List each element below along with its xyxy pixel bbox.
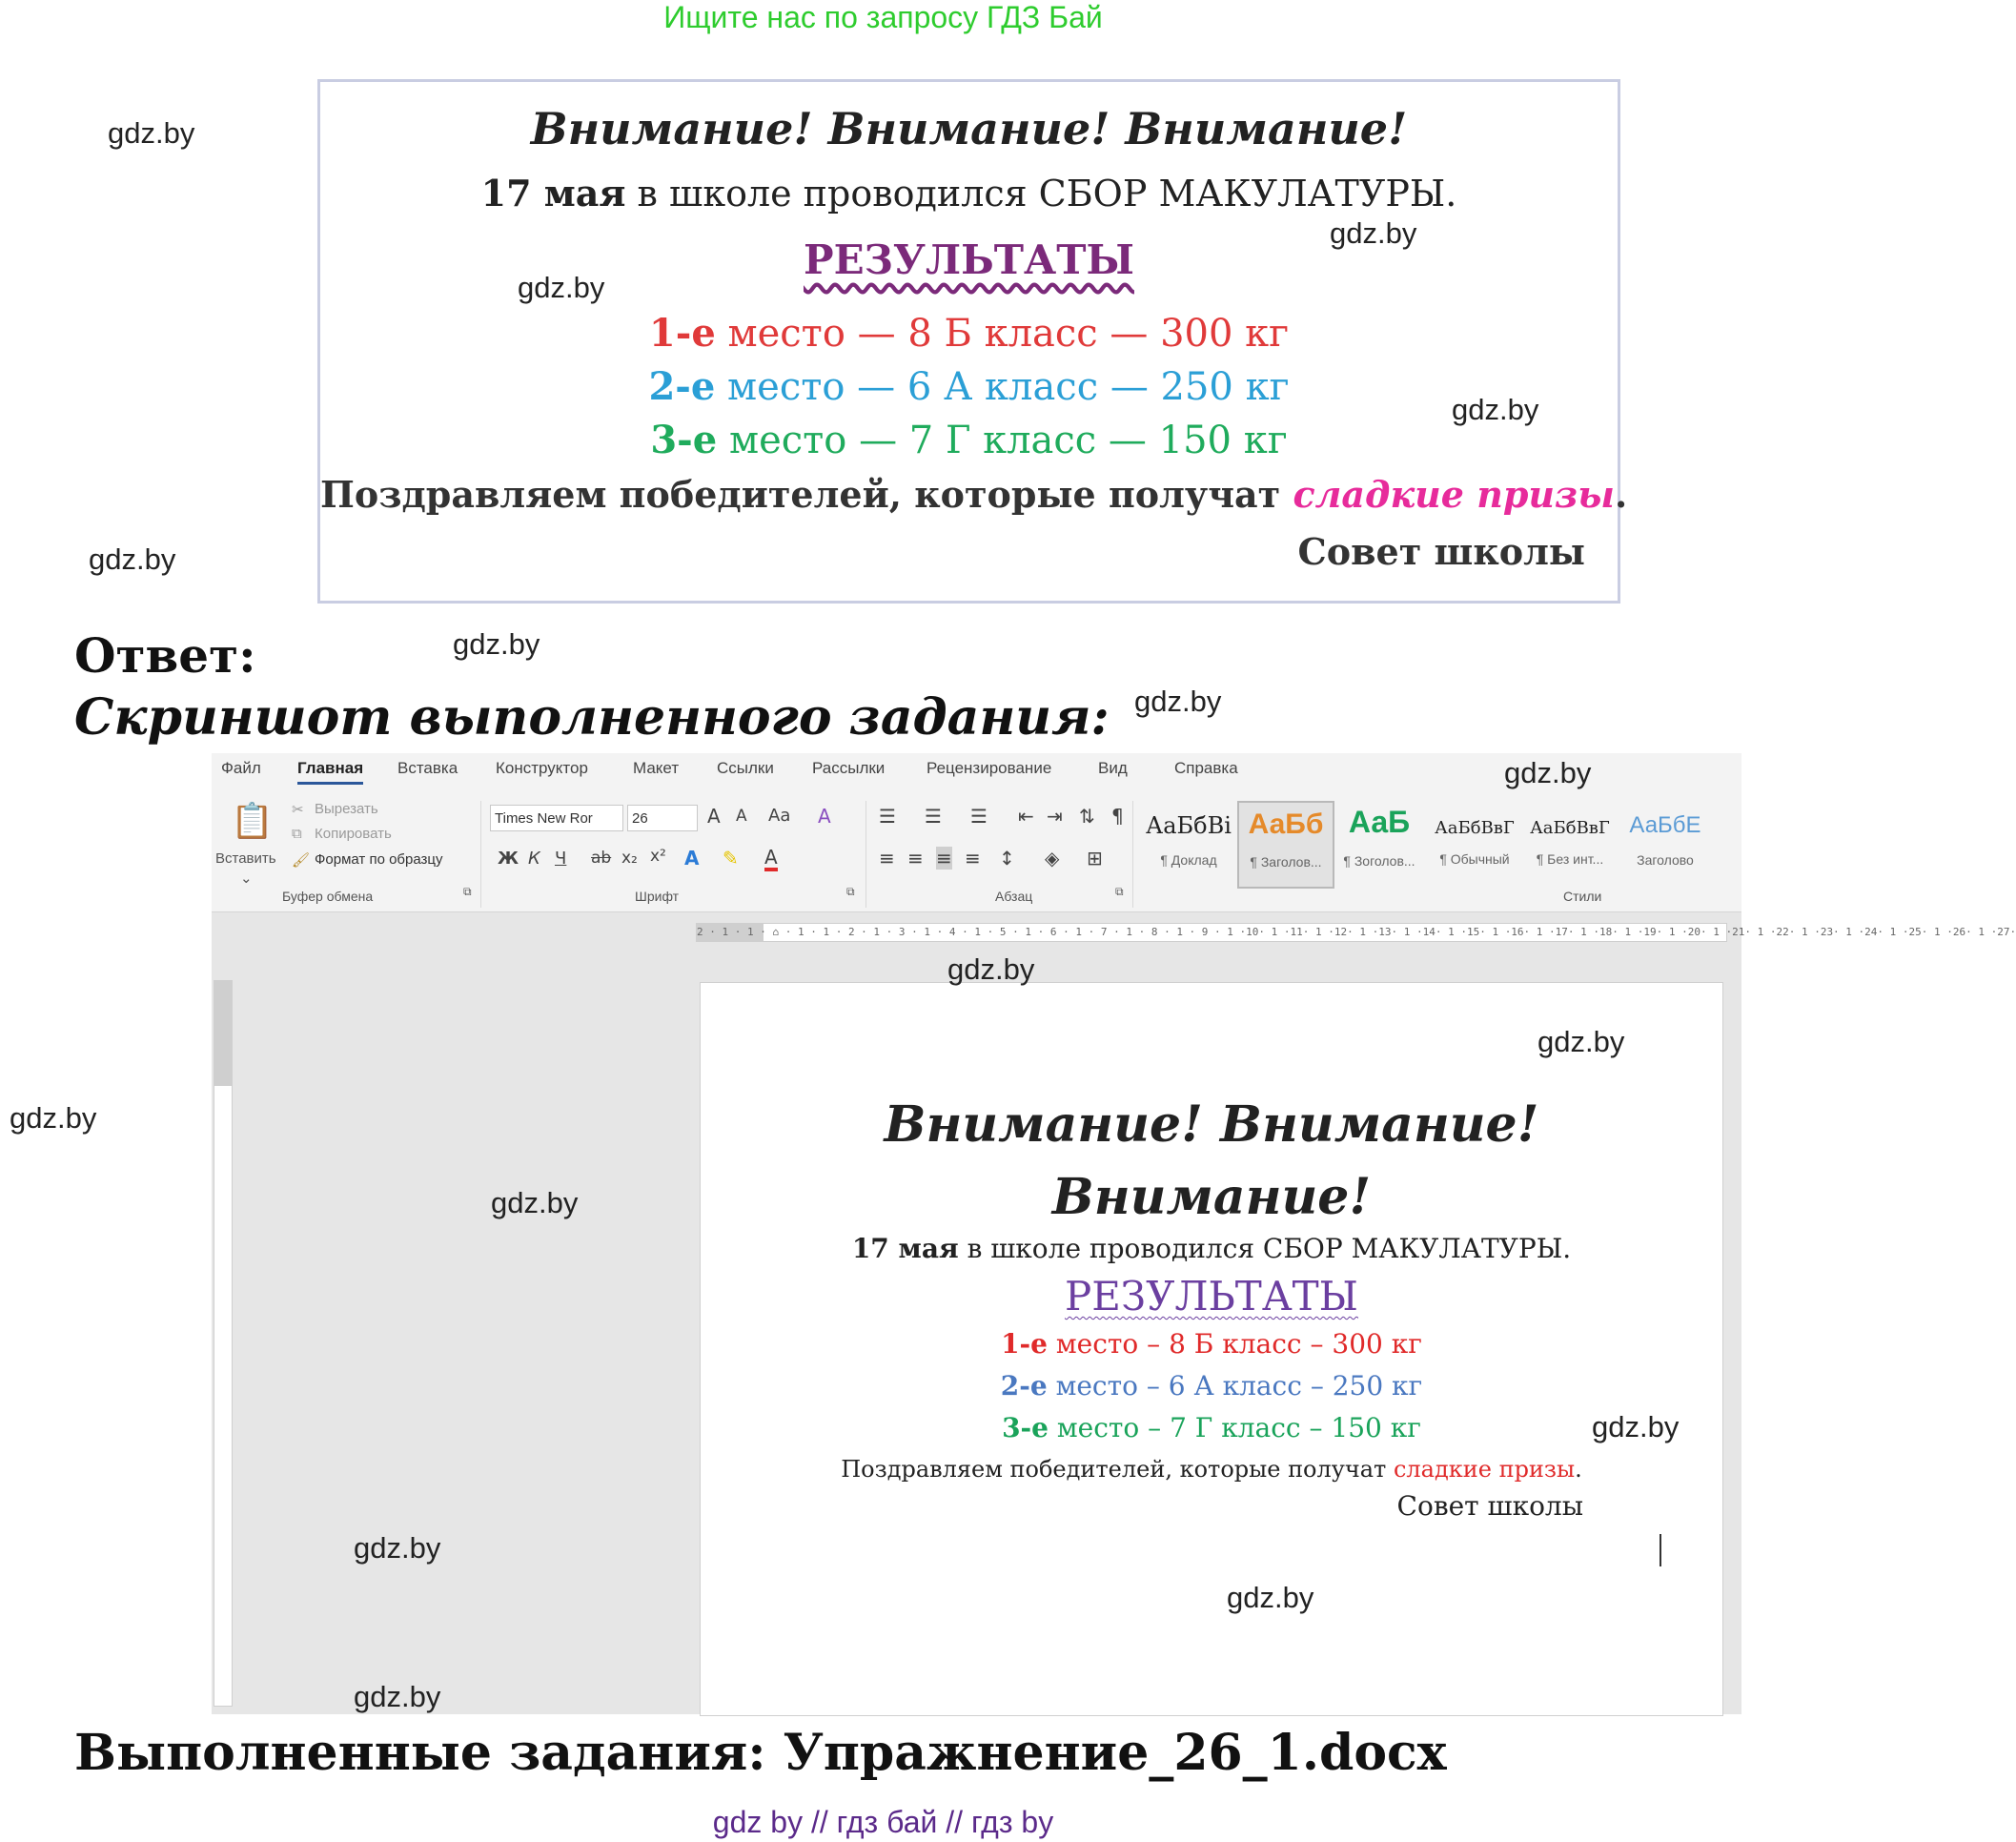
style-heading-2[interactable]: АаБ ¶ Зоголов...	[1343, 805, 1415, 869]
ruler-margin	[214, 981, 232, 1086]
font-name-select[interactable]: Times New Ror	[490, 805, 623, 831]
clear-formatting-icon[interactable]: A	[818, 805, 831, 828]
numbering-icon[interactable]: ☰	[925, 805, 942, 828]
group-divider	[865, 801, 866, 908]
document-page[interactable]	[700, 982, 1723, 1716]
poster-heading: Внимание! Внимание! Внимание!	[530, 103, 1408, 154]
shrink-font-icon[interactable]: A	[736, 807, 747, 826]
tab-review[interactable]: Рецензирование	[927, 759, 1052, 777]
doc-row-2: 2-е место – 6 А класс – 250 кг	[1000, 1370, 1423, 1402]
watermark: gdz.by	[1452, 393, 1539, 426]
borders-icon[interactable]: ⊞	[1087, 847, 1103, 870]
word-window	[212, 753, 2016, 1714]
search-banner[interactable]: Ищите нас по запросу ГДЗ Бай	[663, 0, 1103, 34]
tab-references[interactable]: Ссылки	[717, 759, 774, 777]
justify-icon[interactable]: ≡	[965, 847, 981, 870]
watermark: gdz.by	[1537, 1025, 1625, 1058]
watermark: gdz.by	[1330, 216, 1417, 250]
poster-event: в школе проводился СБОР МАКУЛАТУРЫ.	[625, 173, 1457, 215]
bullets-icon[interactable]: ☰	[879, 805, 896, 828]
clipboard-icon: 📋	[231, 802, 274, 841]
brush-icon: 🖌	[292, 852, 311, 869]
styles-group-label: Стили	[1563, 889, 1602, 904]
watermark: gdz.by	[89, 542, 176, 576]
watermark: gdz.by	[947, 952, 1035, 986]
tab-mailings[interactable]: Рассылки	[812, 759, 886, 777]
ribbon	[212, 793, 1741, 912]
chevron-down-icon: ⌄	[240, 870, 253, 887]
doc-date: 17 мая	[851, 1233, 959, 1264]
answer-label: Ответ:	[74, 627, 256, 684]
watermark: gdz.by	[1504, 756, 1592, 789]
doc-results-title: РЕЗУЛЬТАТЫ	[1065, 1273, 1358, 1320]
watermark: gdz.by	[453, 627, 540, 661]
dialog-launcher-icon[interactable]: ⧉	[463, 885, 472, 898]
poster-congrats: Поздравляем победителей, которые получат сладкие призы.	[320, 473, 1628, 516]
bold-button[interactable]: Ж	[498, 849, 519, 869]
superscript-icon[interactable]: x²	[650, 847, 666, 866]
watermark: gdz.by	[108, 116, 195, 150]
clipboard-group-label: Буфер обмена	[282, 889, 374, 904]
watermark: gdz.by	[491, 1186, 579, 1219]
watermark: gdz.by	[518, 271, 605, 304]
poster-results-title: РЕЗУЛЬТАТЫ	[804, 236, 1134, 283]
group-divider	[1132, 801, 1133, 908]
style-report[interactable]: АаБбВі ¶ Доклад	[1146, 812, 1232, 868]
copy-icon: ⧉	[292, 826, 302, 842]
tab-insert[interactable]: Вставка	[397, 759, 458, 777]
shading-icon[interactable]: ◈	[1045, 847, 1060, 870]
align-left-icon[interactable]: ≡	[879, 847, 895, 870]
watermark: gdz.by	[354, 1680, 441, 1713]
decrease-indent-icon[interactable]: ⇤	[1018, 805, 1034, 828]
poster-signature: Совет школы	[1297, 530, 1585, 573]
copy-button[interactable]: Копировать	[315, 826, 392, 842]
poster-date: 17 мая	[480, 172, 626, 215]
paragraph-group-label: Абзац	[995, 889, 1033, 904]
doc-prize: сладкие призы	[1393, 1456, 1576, 1483]
watermark: gdz.by	[1227, 1581, 1314, 1614]
cut-button[interactable]: Вырезать	[315, 801, 378, 817]
font-size-select[interactable]: 26	[627, 805, 698, 831]
tab-help[interactable]: Справка	[1174, 759, 1238, 777]
doc-line2	[701, 1233, 1722, 1264]
paste-label: Вставить	[215, 850, 276, 867]
highlight-icon[interactable]: ✎	[723, 847, 739, 870]
doc-congrats: Поздравляем победителей, которые получат сладкие призы.	[841, 1456, 1582, 1483]
poster-prize: сладкие призы	[1293, 473, 1615, 516]
vertical-ruler[interactable]	[214, 980, 233, 1707]
align-right-icon[interactable]: ≡	[936, 847, 952, 870]
pilcrow-icon[interactable]: ¶	[1111, 805, 1124, 828]
poster-row-3: 3-е место — 7 Г класс — 150 кг	[650, 418, 1288, 462]
doc-row-1: 1-е место – 8 Б класс – 300 кг	[1001, 1328, 1422, 1360]
doc-heading-1: Внимание! Внимание!	[884, 1095, 1539, 1154]
footer-links[interactable]: gdz by // гдз бай // гдз by	[712, 1805, 1054, 1839]
sort-icon[interactable]: ⇅	[1079, 805, 1095, 828]
tab-view[interactable]: Вид	[1098, 759, 1128, 777]
style-heading-1[interactable]: АаБб ¶ Заголов...	[1237, 801, 1334, 889]
watermark: gdz.by	[1592, 1410, 1680, 1443]
dialog-launcher-icon[interactable]: ⧉	[1115, 885, 1124, 898]
doc-heading-2: Внимание!	[1051, 1168, 1372, 1226]
style-no-spacing[interactable]: АаБбВвГ ¶ Без инт...	[1530, 818, 1610, 867]
change-case-icon[interactable]: Aa	[768, 806, 791, 826]
increase-indent-icon[interactable]: ⇥	[1047, 805, 1063, 828]
font-color-icon[interactable]: A	[764, 847, 778, 871]
align-center-icon[interactable]: ≡	[907, 847, 924, 870]
scissors-icon: ✂	[292, 802, 304, 818]
line-spacing-icon[interactable]: ↕	[999, 847, 1015, 870]
task-poster	[317, 79, 1628, 604]
grow-font-icon[interactable]: A	[707, 805, 721, 828]
watermark: gdz.by	[354, 1531, 441, 1565]
multilevel-list-icon[interactable]: ☰	[970, 805, 988, 828]
tab-layout[interactable]: Макет	[633, 759, 680, 777]
tab-file[interactable]: Файл	[221, 759, 261, 777]
completed-task-title: Выполненные задания: Упражнение_26_1.docx	[74, 1724, 1447, 1782]
watermark: gdz.by	[10, 1101, 97, 1135]
poster-line2	[320, 172, 1618, 215]
poster-row-1: 1-е место — 8 Б класс — 300 кг	[648, 311, 1290, 356]
format-painter-button[interactable]: Формат по образцу	[315, 851, 443, 868]
strikethrough-icon[interactable]: ab	[591, 849, 612, 868]
underline-button[interactable]: Ч	[555, 849, 567, 869]
italic-button[interactable]: К	[528, 849, 540, 869]
screenshot-label: Скриншот выполненного задания:	[74, 688, 1110, 747]
poster-row-2: 2-е место — 6 А класс — 250 кг	[648, 364, 1290, 409]
horizontal-ruler[interactable]: 2 · 1 · 1 · ⌂ · 1 · 1 · 2 · 1 · 3 · 1 · 4 · 1 · 5 · 1 · 6 · 1 · 7 · 1 · 8 · 1 · 9 · 1 ·10· 1 ·11· 1 ·12· 1 ·13· 1 ·14· 1 ·15· 1 ·16· 1 ·17· 1 ·18· 1 ·19· 1 ·20· 1 ·21· 1 ·22· 1 ·23· 1 ·24· 1 ·25· 1 ·26· 1 ·27·	[696, 923, 1727, 942]
style-heading-3[interactable]: АаБбЕ Заголово	[1629, 812, 1701, 868]
doc-signature: Совет школы	[1396, 1490, 1583, 1522]
doc-row-3: 3-е место – 7 Г класс – 150 кг	[1002, 1412, 1421, 1443]
group-divider	[480, 801, 481, 908]
subscript-icon[interactable]: x₂	[621, 849, 638, 868]
tab-home[interactable]: Главная	[297, 759, 363, 785]
style-normal[interactable]: АаБбВвГ ¶ Обычный	[1435, 818, 1515, 867]
tab-design[interactable]: Конструктор	[496, 759, 588, 777]
font-group-label: Шрифт	[635, 889, 680, 904]
text-effects-icon[interactable]: A	[684, 847, 700, 870]
dialog-launcher-icon[interactable]: ⧉	[846, 885, 855, 898]
watermark: gdz.by	[1134, 685, 1222, 718]
text-cursor	[1660, 1534, 1661, 1566]
doc-event: в школе проводился СБОР МАКУЛАТУРЫ.	[958, 1233, 1572, 1264]
